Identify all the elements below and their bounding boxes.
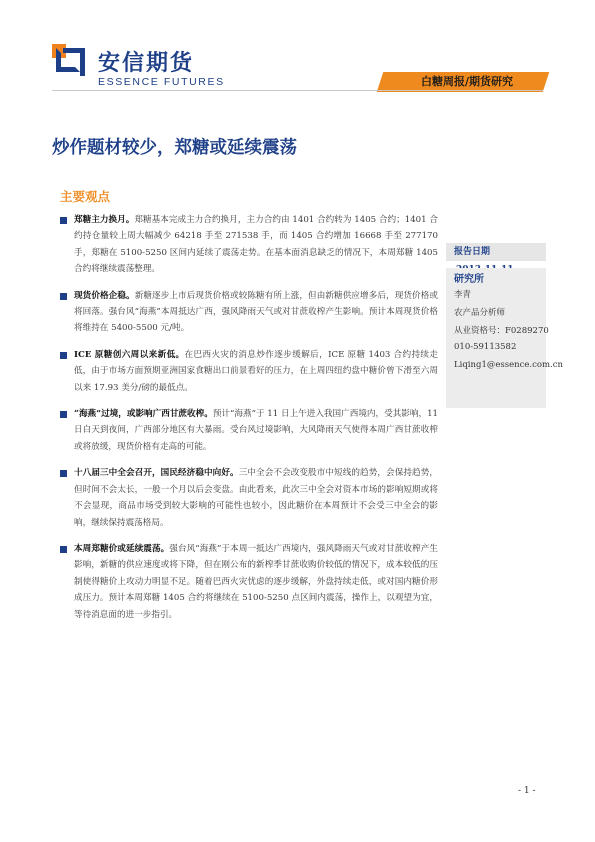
analyst-phone: 010-59113582: [454, 342, 517, 352]
analyst-role: 农产品分析师: [454, 308, 506, 318]
point-paragraph: [60, 465, 438, 531]
main-points: [60, 212, 438, 633]
point-text: 预计“海燕”于 11 日上午进入我国广西境内，受其影响，11 日白天到夜间，广西部分地区有大暴雨。受台风过境影响，大风降雨天气使得本周广西甘蔗收榨或将放缓，现货价格有走高的可能。: [74, 409, 439, 452]
header-tag: 白糖周报/期货研究: [420, 75, 514, 88]
square-bullet-icon: [60, 470, 67, 477]
analyst-email[interactable]: Liqing1@essence.com.cn: [454, 360, 563, 370]
point-text: 强台风“海燕”于本周一抵达广西境内，强风降雨天气或对甘蔗收榨产生影响，新糖的供应速度或将下降，但在刚公布的新榨季甘蔗收购价较低的情况下，成本较低的压制使得糖价上攻动力明显不足。随着巴西火灾忧虑的逐步缓解，外盘持续走低，或对国内糖价形成压力。预计本周郑糖 1405 合约将继续在 5100-5250 点区间内震荡，操作上，以观望为宜，等待消息面的进一步指引。: [74, 543, 438, 620]
square-bullet-icon: [60, 411, 67, 418]
point-lead: 郑糖主力换月。: [74, 215, 135, 225]
logo-frame-right: [63, 48, 85, 76]
point-paragraph: [60, 541, 438, 623]
section-title: 主要观点: [60, 189, 111, 204]
dept-name: 研究所: [454, 274, 484, 285]
point-paragraph: [60, 347, 438, 396]
brand-name-en: ESSENCE FUTURES: [98, 76, 225, 88]
point-lead: 现货价格企稳。: [74, 290, 135, 301]
square-bullet-icon: [60, 293, 67, 300]
square-bullet-icon: [60, 352, 67, 359]
point-lead: 本周郑糖价或延续震荡。: [74, 543, 170, 554]
report-date-label: 报告日期: [454, 247, 491, 257]
point-lead: 十八届三中全会召开，国民经济稳中向好。: [74, 468, 239, 479]
point-text: 新糖逐步上市后现货价格或较陈糖有所上涨，但由新糖供应增多后，现货价格或将回落。强台风“海燕”本周抵达广西，强风降雨天气或对甘蔗收榨产生影响。预计本周现货价格将维持在 5400-5500 元/吨。: [74, 290, 438, 334]
square-bullet-icon: [60, 217, 67, 224]
point-paragraph: [60, 212, 438, 278]
analyst-cert: 从业资格号：F0289270: [454, 326, 549, 336]
point-paragraph: [60, 288, 438, 337]
point-lead: “海燕”过境，或影响广西甘蔗收榨。: [74, 409, 213, 420]
point-lead: ICE 原糖创六周以来新低。: [74, 349, 185, 360]
square-bullet-icon: [60, 546, 67, 553]
header-divider: [52, 90, 543, 91]
point-text: 郑糖基本完成主力合约换月，主力合约由 1401 合约转为 1405 合约；1401 合约持仓量较上周大幅减少 64218 手至 271538 手，而 1405 合约增加 16668 手至 277170 手，郑糖在 5100-5250 区间内延续了震荡走势。在基本面消息缺乏的情况下，本周郑糖 1405 合约将继续震荡整理。: [74, 215, 438, 275]
point-paragraph: [60, 406, 438, 455]
report-title: 炒作题材较少，郑糖或延续震荡: [52, 138, 297, 158]
analyst-name: 李青: [454, 290, 472, 300]
point-text: 在巴西火灾的消息炒作逐步缓解后，ICE 原糖 1403 合约持续走低，由于市场方面预期亚洲国家食糖出口前景看好的压力，在上周四纽约盘中糖价曾下滑至六周以来 17.93 美分/磅的最低点。: [74, 349, 439, 393]
point-text: 三中全会不会改变股市中短线的趋势，会保持趋势，但时间不会太长，一般一个月以后会变盘。由此看来，此次三中全会对资本市场的影响短期或将不会显现，商品市场受到较大影响的可能性也较小，因此糖价在本周预计不会受三中全会的影响，继续保持震荡格局。: [74, 468, 438, 528]
page-number: - 1 -: [518, 786, 536, 796]
brand-name-cn: 安信期货: [98, 51, 195, 76]
brand-logo: [52, 44, 86, 78]
report-date-bar: [446, 243, 546, 261]
